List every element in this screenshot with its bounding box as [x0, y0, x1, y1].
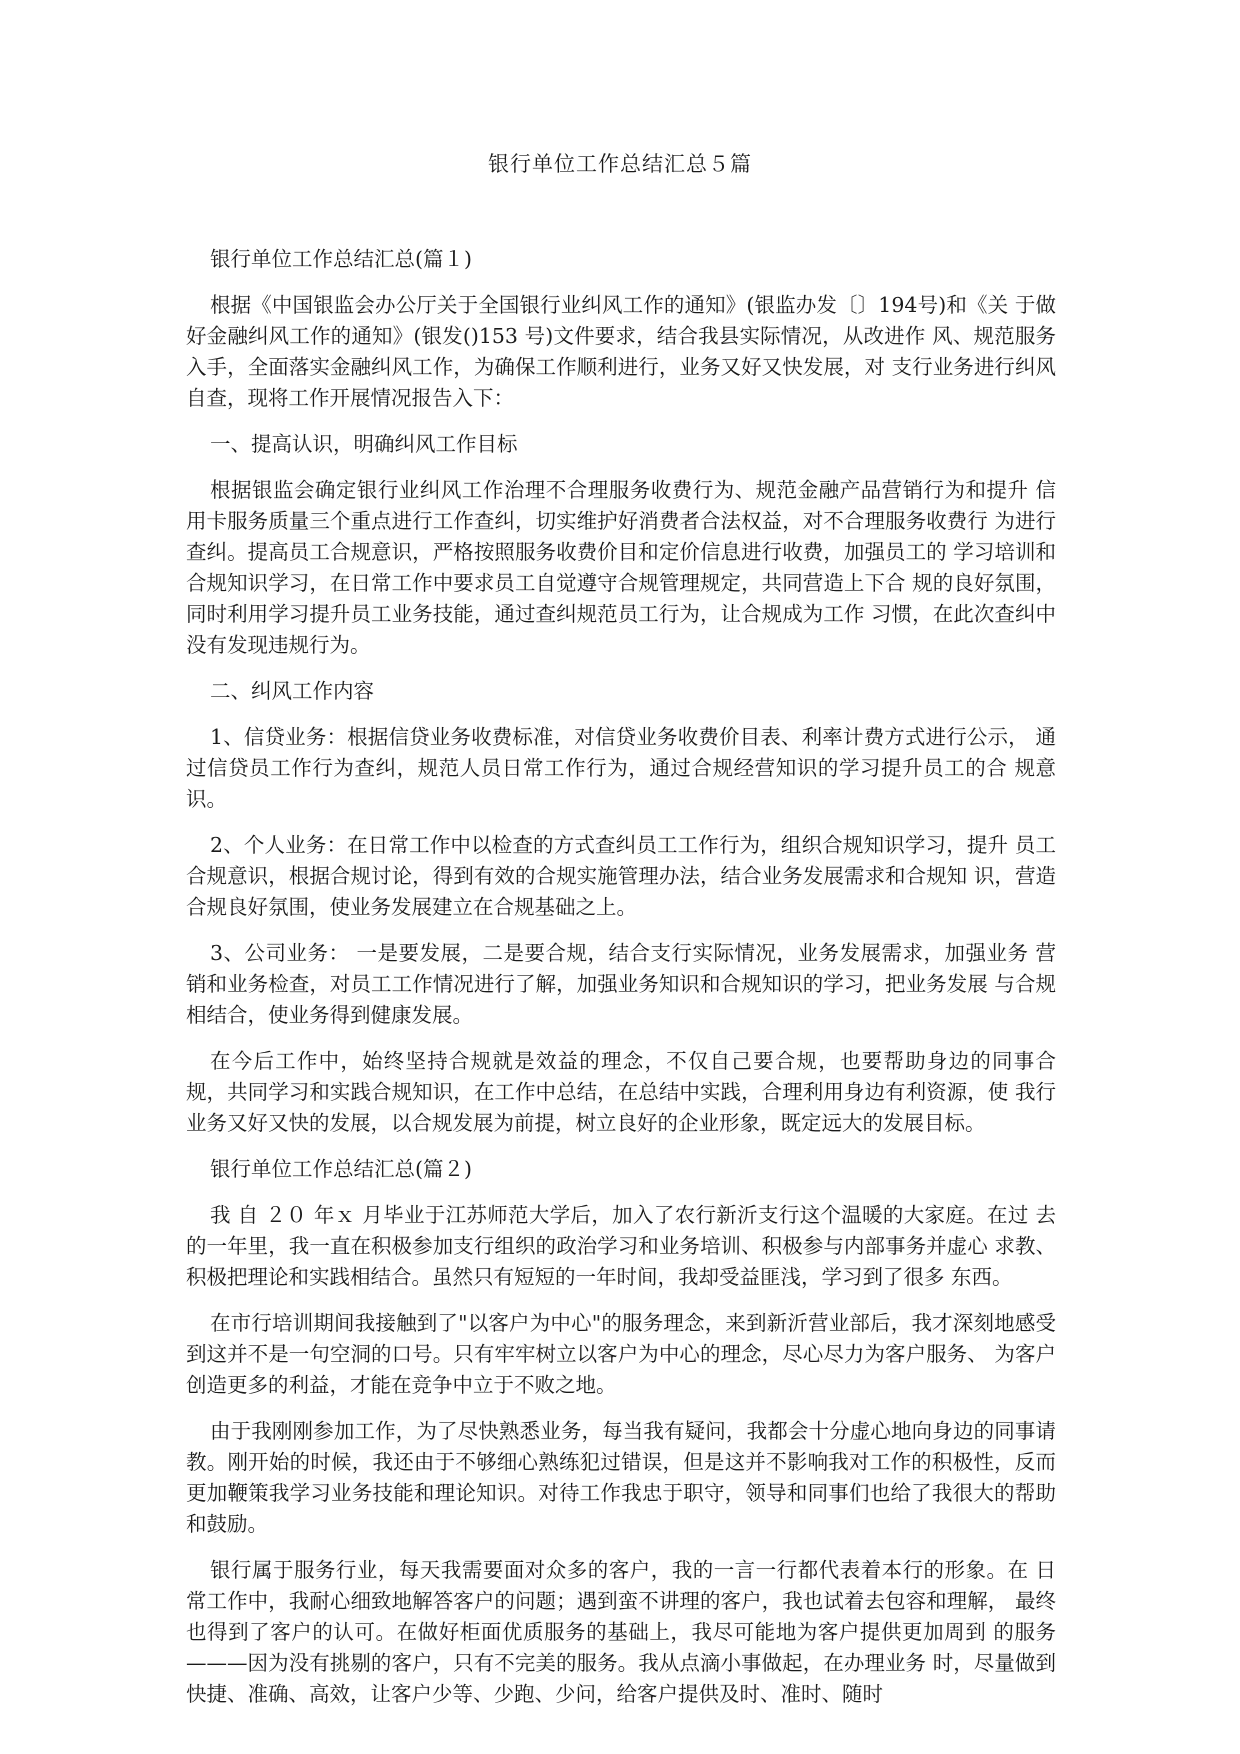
paragraph: 银行属于服务行业，每天我需要面对众多的客户，我的一言一行都代表着本行的形象。在 日常工作中，我耐心细致地解答客户的问题；遇到蛮不讲理的客户，我也试着去包容和理解， 最终也得到了客户的认可。在做好柜面优质服务的基础上，我尽可能地为客户提供更加周到 的服务———因为没有挑剔的客户，只有不完美的服务。我从点滴小事做起，在办理业务 时，尽量做到快捷、准确、高效，让客户少等、少跑、少问，给客户提供及时、准时、随时	[186, 1558, 1056, 1706]
paragraph: 1、信贷业务：根据信贷业务收费标准，对信贷业务收费价目表、利率计费方式进行公示， 通过信贷员工作行为查纠，规范人员日常工作行为，通过合规经营知识的学习提升员工的合 规意识。	[186, 725, 1056, 811]
paragraph: 3、公司业务： 一是要发展，二是要合规，结合支行实际情况，业务发展需求，加强业务 营销和业务检查，对员工工作情况进行了解，加强业务知识和合规知识的学习，把业务发展 与合规相结合，使业务得到健康发展。	[186, 941, 1056, 1027]
paragraph: 在今后工作中，始终坚持合规就是效益的理念，不仅自己要合规，也要帮助身边的同事合 规，共同学习和实践合规知识，在工作中总结，在总结中实践，合理利用身边有利资源，使 我行业务又好又快的发展，以合规发展为前提，树立良好的企业形象，既定远大的发展目标。	[186, 1049, 1056, 1135]
document-body	[186, 244, 1056, 1725]
document-title: 银行单位工作总结汇总５篇	[488, 152, 752, 176]
section-heading: 二、纠风工作内容	[210, 679, 374, 703]
section-heading: 一、提高认识，明确纠风工作目标	[210, 432, 518, 456]
section-heading: 银行单位工作总结汇总(篇２)	[210, 1157, 472, 1181]
paragraph: 根据《中国银监会办公厅关于全国银行业纠风工作的通知》(银监办发〔〕194号)和《关 于做好金融纠风工作的通知》(银发()153 号)文件要求，结合我县实际情况，从改进作 风、规范服务入手，全面落实金融纠风工作，为确保工作顺利进行，业务又好又快发展，对 支行业务进行纠风自查，现将工作开展情况报告入下：	[186, 293, 1056, 410]
paragraph: 我 自 ２０ 年ｘ 月毕业于江苏师范大学后，加入了农行新沂支行这个温暖的大家庭。在过 去的一年里，我一直在积极参加支行组织的政治学习和业务培训、积极参与内部事务并虚心 求教、积极把理论和实践相结合。虽然只有短短的一年时间，我却受益匪浅，学习到了很多 东西。	[186, 1203, 1056, 1289]
paragraph: 根据银监会确定银行业纠风工作治理不合理服务收费行为、规范金融产品营销行为和提升 信用卡服务质量三个重点进行工作查纠，切实维护好消费者合法权益，对不合理服务收费行 为进行查纠。提高员工合规意识，严格按照服务收费价目和定价信息进行收费，加强员工的 学习培训和合规知识学习，在日常工作中要求员工自觉遵守合规管理规定，共同营造上下合 规的良好氛围，同时利用学习提升员工业务技能，通过查纠规范员工行为，让合规成为工作 习惯，在此次查纠中没有发现违规行为。	[186, 478, 1056, 657]
paragraph: 在市行培训期间我接触到了"以客户为中心"的服务理念，来到新沂营业部后，我才深刻地感受到这并不是一句空洞的口号。只有牢牢树立以客户为中心的理念，尽心尽力为客户服务、 为客户创造更多的利益，才能在竞争中立于不败之地。	[186, 1311, 1056, 1397]
paragraph: 由于我刚刚参加工作，为了尽快熟悉业务，每当我有疑问，我都会十分虚心地向身边的同事请教。刚开始的时候，我还由于不够细心熟练犯过错误，但是这并不影响我对工作的积极性，反而更加鞭策我学习业务技能和理论知识。对待工作我忠于职守，领导和同事们也给了我很大的帮助和鼓励。	[186, 1419, 1056, 1536]
section-heading: 银行单位工作总结汇总(篇１)	[210, 247, 472, 271]
paragraph: 2、个人业务：在日常工作中以检查的方式查纠员工工作行为，组织合规知识学习，提升 员工合规意识，根据合规讨论，得到有效的合规实施管理办法，结合业务发展需求和合规知 识，营造合规良好氛围，使业务发展建立在合规基础之上。	[186, 833, 1056, 919]
